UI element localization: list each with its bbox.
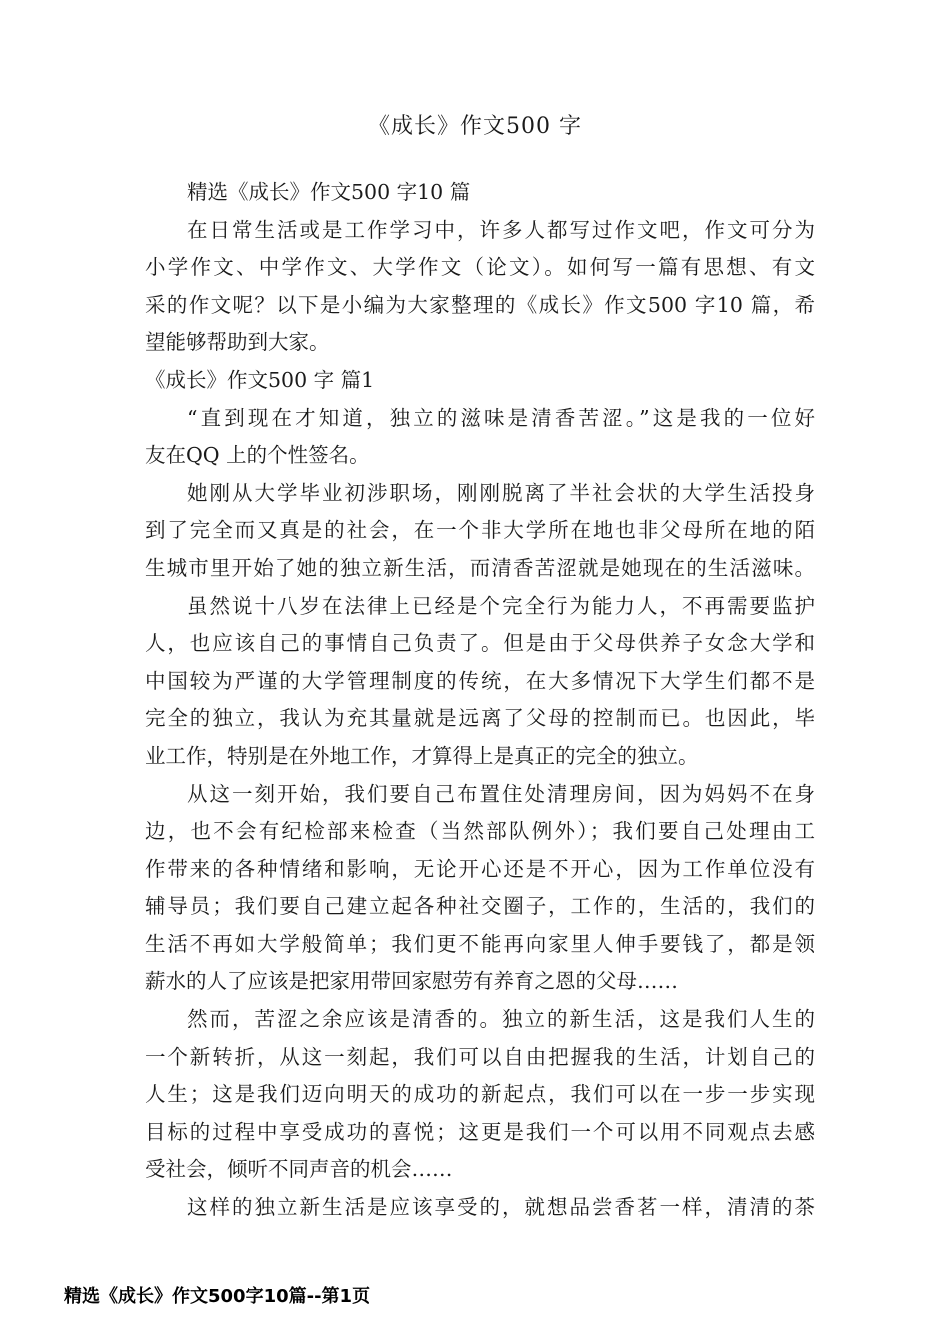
text-line: 作带来的各种情绪和影响，无论开心还是不开心，因为工作单位没有: [145, 856, 815, 881]
text-line: 边，也不会有纪检部来检查（当然部队例外）；我们要自己处理由工: [145, 819, 815, 844]
text-line: 采的作文呢？以下是小编为大家整理的《成长》作文500 字10 篇，希: [145, 292, 815, 317]
text-line: 受社会，倾听不同声音的机会……: [145, 1157, 453, 1182]
text-line: 友在QQ 上的个性签名。: [145, 443, 370, 468]
text-line: “直到现在才知道，独立的滋味是清香苦涩。”这是我的一位好: [187, 405, 815, 430]
text-line: 精选《成长》作文500 字10 篇: [187, 180, 471, 204]
page-title: 《成长》作文500 字: [368, 114, 582, 139]
text-line: 中国较为严谨的大学管理制度的传统，在大多情况下大学生们都不是: [145, 668, 815, 693]
text-line: 生城市里开始了她的独立新生活，而清香苦涩就是她现在的生活滋味。: [145, 555, 815, 580]
text-line: 目标的过程中享受成功的喜悦；这更是我们一个可以用不同观点去感: [145, 1119, 815, 1144]
text-line: 生活不再如大学般简单；我们更不能再向家里人伸手要钱了，都是领: [145, 931, 815, 956]
text-line: 人，也应该自己的事情自己负责了。但是由于父母供养子女念大学和: [145, 631, 815, 656]
text-line: 从这一刻开始，我们要自己布置住处清理房间，因为妈妈不在身: [187, 781, 815, 806]
document-body: [145, 174, 815, 1227]
text-line: 小学作文、中学作文、大学作文（论文）。如何写一篇有思想、有文: [145, 255, 815, 280]
text-line: 在日常生活或是工作学习中，许多人都写过作文吧，作文可分为: [187, 217, 815, 242]
text-line: 人生；这是我们迈向明天的成功的新起点，我们可以在一步一步实现: [145, 1082, 815, 1107]
text-line: 她刚从大学毕业初涉职场，刚刚脱离了半社会状的大学生活投身: [187, 480, 815, 505]
text-line: 虽然说十八岁在法律上已经是个完全行为能力人，不再需要监护: [187, 593, 815, 618]
text-line: 然而，苦涩之余应该是清香的。独立的新生活，这是我们人生的: [187, 1007, 815, 1032]
text-line: 这样的独立新生活是应该享受的，就想品尝香茗一样，清清的茶: [187, 1195, 815, 1220]
text-line: 业工作，特别是在外地工作，才算得上是真正的完全的独立。: [145, 743, 699, 768]
text-line: 一个新转折，从这一刻起，我们可以自由把握我的生活，计划自己的: [145, 1044, 815, 1069]
text-line: 薪水的人了应该是把家用带回家慰劳有养育之恩的父母……: [145, 969, 678, 994]
text-line: 辅导员；我们要自己建立起各种社交圈子，工作的，生活的，我们的: [145, 894, 815, 919]
text-line: 《成长》作文500 字 篇1: [145, 367, 375, 392]
text-line: 完全的独立，我认为充其量就是远离了父母的控制而已。也因此，毕: [145, 706, 815, 731]
text-line: 到了完全而又真是的社会，在一个非大学所在地也非父母所在地的陌: [145, 518, 815, 543]
text-line: 望能够帮助到大家。: [145, 330, 330, 355]
page-footer: 精选《成长》作文500字10篇--第1页: [64, 1286, 371, 1307]
